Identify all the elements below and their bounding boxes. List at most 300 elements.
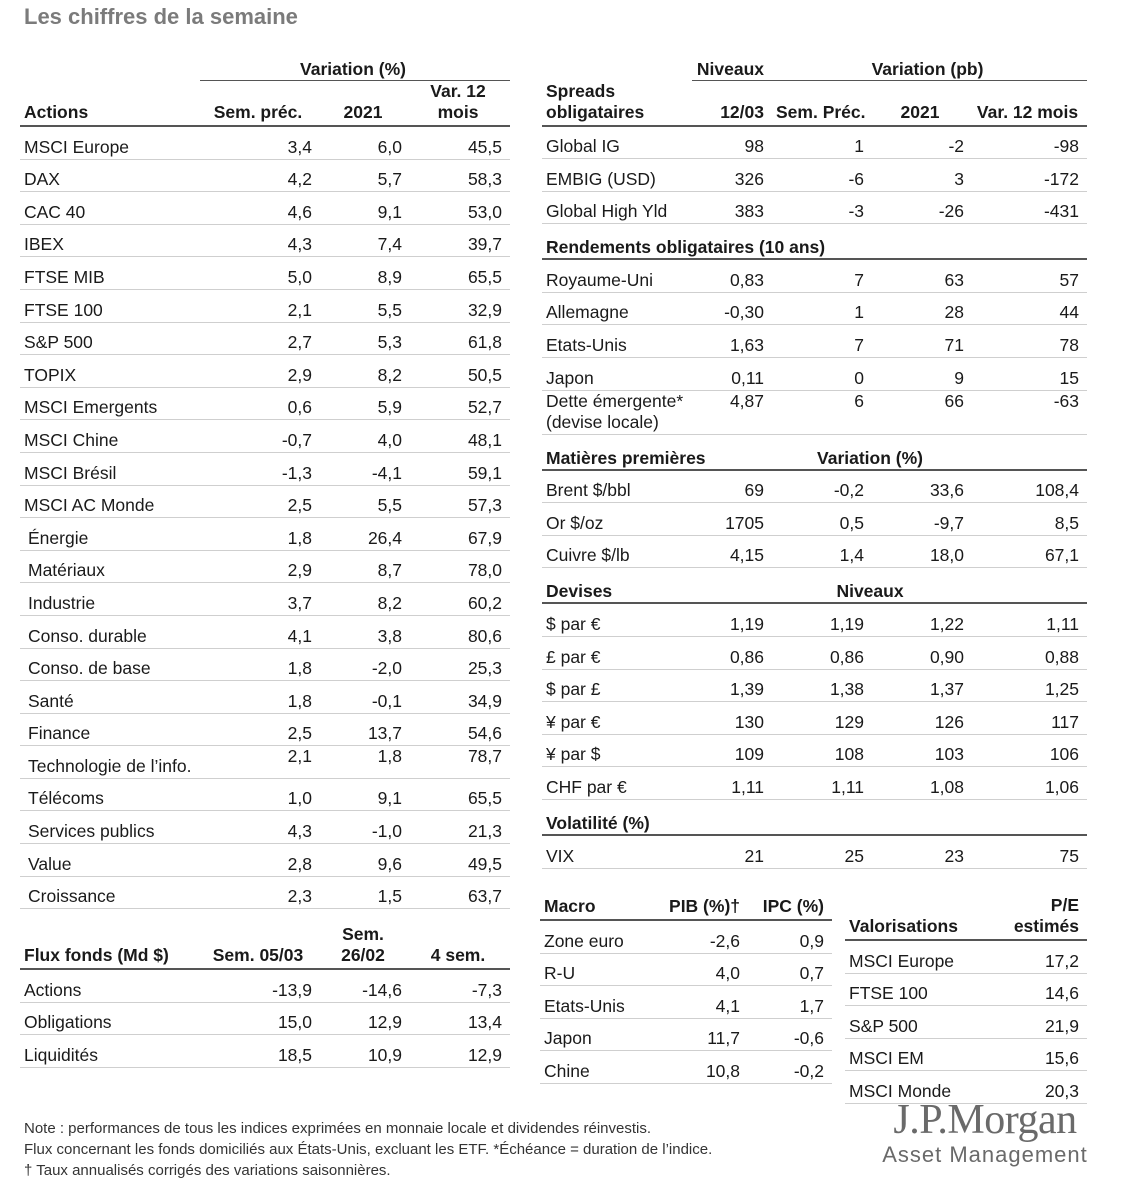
- row-value: 1,22: [872, 603, 972, 636]
- row-value: 57,3: [410, 485, 510, 518]
- row-value: 48,1: [410, 420, 510, 453]
- row-value: -9,7: [872, 503, 972, 536]
- row-value: 54,6: [410, 713, 510, 746]
- row-value: 1,63: [692, 325, 772, 358]
- row-label: CAC 40: [20, 192, 200, 225]
- row-value: 78,0: [410, 550, 510, 583]
- row-value: -14,6: [320, 969, 410, 1002]
- row-value: 0,6: [200, 387, 320, 420]
- row-value: 5,7: [320, 159, 410, 192]
- row-label: Industrie: [20, 583, 200, 616]
- row-value: -3: [772, 191, 872, 224]
- row-value: 0,5: [772, 503, 872, 536]
- row-label: Finance: [20, 713, 200, 746]
- row-value: 4,1: [200, 615, 320, 648]
- row-value: -63: [972, 390, 1087, 434]
- row-value: 129: [772, 702, 872, 735]
- row-value: -0,7: [200, 420, 320, 453]
- row-label: Matériaux: [20, 550, 200, 583]
- row-value: 2,7: [200, 322, 320, 355]
- actions-label-header: Actions: [20, 81, 200, 127]
- row-label: Actions: [20, 969, 200, 1002]
- macro-label-header: Macro: [540, 895, 650, 920]
- row-value: 9,1: [320, 192, 410, 225]
- row-value: 28: [872, 292, 972, 325]
- row-value: 1,11: [772, 767, 872, 800]
- col-header-2021: 2021: [872, 81, 972, 126]
- row-label: Brent $/bbl: [542, 470, 692, 503]
- table-row: [20, 452, 510, 485]
- row-value: 71: [872, 325, 972, 358]
- section-header-row: [542, 568, 1087, 604]
- row-label: Télécoms: [20, 778, 200, 811]
- row-value: 2,8: [200, 844, 320, 877]
- footnotes: [24, 1118, 712, 1181]
- row-value: 1: [772, 292, 872, 325]
- row-value: 8,7: [320, 550, 410, 583]
- row-value: 20,3: [995, 1071, 1087, 1104]
- row-value: 1705: [692, 503, 772, 536]
- row-label: MSCI Brésil: [20, 452, 200, 485]
- valorisations-header-row: [845, 895, 1087, 940]
- table-row: [542, 470, 1087, 503]
- row-value: 3,4: [200, 126, 320, 159]
- table-row: [20, 159, 510, 192]
- row-value: 0,90: [872, 637, 972, 670]
- table-row: [542, 835, 1087, 868]
- row-value: 117: [972, 702, 1087, 735]
- table-row: [20, 355, 510, 388]
- row-value: 65,5: [410, 778, 510, 811]
- row-value: 49,5: [410, 844, 510, 877]
- actions-variation-header: Variation (%): [200, 52, 510, 81]
- table-row: [20, 550, 510, 583]
- row-value: 32,9: [410, 289, 510, 322]
- table-row: [845, 940, 1087, 973]
- actions-header-row: [20, 81, 510, 127]
- row-value: -0,2: [748, 1051, 832, 1084]
- row-value: 103: [872, 734, 972, 767]
- row-value: 11,7: [650, 1018, 748, 1051]
- row-value: 1,0: [200, 778, 320, 811]
- table-row: [20, 518, 510, 551]
- row-label: MSCI Emergents: [20, 387, 200, 420]
- row-label: Or $/oz: [542, 503, 692, 536]
- spreads-label-header: Spreads obligataires: [542, 81, 692, 126]
- row-value: 63,7: [410, 876, 510, 909]
- table-row: [540, 1051, 832, 1084]
- empty-header: [972, 434, 1087, 470]
- empty-header: [972, 568, 1087, 604]
- row-value: 14,6: [995, 973, 1087, 1006]
- row-value: 75: [972, 835, 1087, 868]
- table-row: [845, 973, 1087, 1006]
- col-header-pib: PIB (%)†: [650, 895, 748, 920]
- row-value: 44: [972, 292, 1087, 325]
- table-row: [20, 811, 510, 844]
- row-value: 15,0: [200, 1002, 320, 1035]
- row-label: Énergie: [20, 518, 200, 551]
- row-value: 4,0: [320, 420, 410, 453]
- row-value: 1,4: [772, 535, 872, 568]
- row-value: -1,0: [320, 811, 410, 844]
- row-label: Conso. durable: [20, 615, 200, 648]
- row-label: MSCI Chine: [20, 420, 200, 453]
- col-header-sem-prec: Sem. préc.: [200, 81, 320, 127]
- row-label: DAX: [20, 159, 200, 192]
- row-label: S&P 500: [20, 322, 200, 355]
- col-header-sem-prec: Sem. Préc.: [772, 81, 872, 126]
- col-header-1203: 12/03: [692, 81, 772, 126]
- table-row: [542, 767, 1087, 800]
- row-label: Technologie de l’info.: [20, 746, 200, 779]
- row-value: 4,2: [200, 159, 320, 192]
- table-row: [20, 257, 510, 290]
- row-value: 1,37: [872, 669, 972, 702]
- row-value: -98: [972, 126, 1087, 159]
- macro-header-row: [540, 895, 832, 920]
- row-value: 2,5: [200, 485, 320, 518]
- row-value: 1,11: [972, 603, 1087, 636]
- row-label: IBEX: [20, 224, 200, 257]
- table-row: [20, 1002, 510, 1035]
- table-row: [542, 734, 1087, 767]
- row-label: MSCI Europe: [20, 126, 200, 159]
- row-value: 5,5: [320, 485, 410, 518]
- table-row: [20, 224, 510, 257]
- col-header-var-12-mois: Var. 12 mois: [972, 81, 1087, 126]
- row-label: Value: [20, 844, 200, 877]
- row-value: 0,11: [692, 358, 772, 391]
- table-row: [20, 420, 510, 453]
- row-label: $ par £: [542, 669, 692, 702]
- row-value: 15,6: [995, 1038, 1087, 1071]
- table-row: [542, 126, 1087, 159]
- table-row: [20, 387, 510, 420]
- row-value: 80,6: [410, 615, 510, 648]
- row-value: 1,8: [200, 648, 320, 681]
- row-label: MSCI Europe: [845, 940, 995, 973]
- row-value: -1,3: [200, 452, 320, 485]
- row-value: 2,9: [200, 550, 320, 583]
- matieres-header: Matières premières: [542, 434, 772, 470]
- matieres-variation-header: Variation (%): [772, 434, 972, 470]
- table-row: [542, 603, 1087, 636]
- row-value: 6,0: [320, 126, 410, 159]
- row-value: 1,08: [872, 767, 972, 800]
- row-label: Cuivre $/lb: [542, 535, 692, 568]
- table-row: [20, 746, 510, 779]
- row-label: FTSE 100: [845, 973, 995, 1006]
- table-row: [542, 259, 1087, 292]
- row-label: $ par €: [542, 603, 692, 636]
- row-value: 12,9: [320, 1002, 410, 1035]
- row-value: 0,9: [748, 920, 832, 953]
- row-label: MSCI Monde: [845, 1071, 995, 1104]
- footnote-line: Note : performances de tous les indices exprimées en monnaie locale et dividendes réinvestis.: [24, 1120, 651, 1137]
- row-value: 60,2: [410, 583, 510, 616]
- row-label: Conso. de base: [20, 648, 200, 681]
- row-value: 4,3: [200, 811, 320, 844]
- row-label: EMBIG (USD): [542, 159, 692, 192]
- row-value: 8,2: [320, 583, 410, 616]
- flux-header-row: [20, 924, 510, 969]
- row-value: -0,2: [772, 470, 872, 503]
- col-header-pe: P/E estimés: [995, 895, 1087, 940]
- row-value: 1,19: [772, 603, 872, 636]
- row-label: S&P 500: [845, 1006, 995, 1039]
- row-value: 18,0: [872, 535, 972, 568]
- row-label: FTSE 100: [20, 289, 200, 322]
- volatilite-header: Volatilité (%): [542, 800, 1087, 836]
- row-value: 0,7: [748, 953, 832, 986]
- bonds-commodities-table: [542, 52, 1087, 869]
- row-value: 1,8: [200, 518, 320, 551]
- actions-table: [20, 52, 510, 909]
- row-label: R-U: [540, 953, 650, 986]
- table-row: [20, 615, 510, 648]
- valorisations-table: [845, 895, 1087, 1104]
- row-label: £ par €: [542, 637, 692, 670]
- row-value: 7,4: [320, 224, 410, 257]
- row-value: 33,6: [872, 470, 972, 503]
- col-header-sem-0503: Sem. 05/03: [200, 924, 320, 969]
- flux-table: [20, 924, 510, 1068]
- col-header-sem-2602: Sem. 26/02: [320, 924, 410, 969]
- row-value: 10,9: [320, 1035, 410, 1068]
- row-value: -431: [972, 191, 1087, 224]
- row-value: 45,5: [410, 126, 510, 159]
- row-value: 4,1: [650, 986, 748, 1019]
- row-label: Japon: [540, 1018, 650, 1051]
- row-value: 2,3: [200, 876, 320, 909]
- table-row: [20, 713, 510, 746]
- col-header-4-sem: 4 sem.: [410, 924, 510, 969]
- row-value: 2,1: [200, 746, 320, 779]
- row-value: 59,1: [410, 452, 510, 485]
- row-value: 1: [772, 126, 872, 159]
- table-row: [20, 778, 510, 811]
- row-value: -2,6: [650, 920, 748, 953]
- table-row: [20, 322, 510, 355]
- row-label: Croissance: [20, 876, 200, 909]
- row-value: 4,0: [650, 953, 748, 986]
- row-value: -2,0: [320, 648, 410, 681]
- valorisations-label-header: Valorisations: [845, 895, 995, 940]
- row-value: 15: [972, 358, 1087, 391]
- row-value: 130: [692, 702, 772, 735]
- row-value: 69: [692, 470, 772, 503]
- macro-table: [540, 895, 832, 1084]
- row-value: -0,1: [320, 681, 410, 714]
- row-value: 25: [772, 835, 872, 868]
- table-row: [20, 681, 510, 714]
- row-value: 4,3: [200, 224, 320, 257]
- row-value: 57: [972, 259, 1087, 292]
- row-value: 18,5: [200, 1035, 320, 1068]
- logo-wordmark: J.P.Morgan: [893, 1097, 1077, 1143]
- row-value: 13,4: [410, 1002, 510, 1035]
- row-label: Zone euro: [540, 920, 650, 953]
- rendements-header: Rendements obligataires (10 ans): [542, 224, 1087, 260]
- footnote-line: † Taux annualisés corrigés des variations saisonnières.: [24, 1162, 391, 1179]
- table-row: [542, 325, 1087, 358]
- row-value: 1,5: [320, 876, 410, 909]
- row-label: ¥ par €: [542, 702, 692, 735]
- row-value: 4,6: [200, 192, 320, 225]
- row-label: Services publics: [20, 811, 200, 844]
- row-value: 10,8: [650, 1051, 748, 1084]
- row-value: 5,0: [200, 257, 320, 290]
- row-value: 3: [872, 159, 972, 192]
- row-value: 53,0: [410, 192, 510, 225]
- row-value: 1,11: [692, 767, 772, 800]
- table-row: [542, 292, 1087, 325]
- row-label: Etats-Unis: [540, 986, 650, 1019]
- row-value: 0,83: [692, 259, 772, 292]
- row-value: 23: [872, 835, 972, 868]
- row-value: 58,3: [410, 159, 510, 192]
- row-value: 66: [872, 390, 972, 434]
- row-value: 63: [872, 259, 972, 292]
- row-value: 1,39: [692, 669, 772, 702]
- row-value: 1,06: [972, 767, 1087, 800]
- row-value: 9,1: [320, 778, 410, 811]
- table-row: [845, 1006, 1087, 1039]
- row-value: -2: [872, 126, 972, 159]
- row-value: 8,2: [320, 355, 410, 388]
- jpmorgan-logo: [860, 1098, 1110, 1168]
- row-value: 8,5: [972, 503, 1087, 536]
- row-label: ¥ par $: [542, 734, 692, 767]
- table-row: [542, 702, 1087, 735]
- col-header-ipc: IPC (%): [748, 895, 832, 920]
- table-row: [845, 1038, 1087, 1071]
- row-label: Etats-Unis: [542, 325, 692, 358]
- row-value: -0,6: [748, 1018, 832, 1051]
- table-row: [20, 844, 510, 877]
- footnote-line: Flux concernant les fonds domiciliés aux États-Unis, excluant les ETF. *Échéance = duration de l’indice.: [24, 1141, 713, 1158]
- row-value: 25,3: [410, 648, 510, 681]
- table-row: [542, 503, 1087, 536]
- row-value: 106: [972, 734, 1087, 767]
- table-row: [20, 289, 510, 322]
- table-row: [542, 637, 1087, 670]
- table-row: [542, 159, 1087, 192]
- row-value: 5,5: [320, 289, 410, 322]
- row-label: Global IG: [542, 126, 692, 159]
- devises-header: Devises: [542, 568, 772, 604]
- row-label: MSCI AC Monde: [20, 485, 200, 518]
- row-value: 126: [872, 702, 972, 735]
- row-label: TOPIX: [20, 355, 200, 388]
- row-value: 0,86: [772, 637, 872, 670]
- row-value: 39,7: [410, 224, 510, 257]
- row-value: 26,4: [320, 518, 410, 551]
- row-value: -0,30: [692, 292, 772, 325]
- row-value: 326: [692, 159, 772, 192]
- table-row: [542, 669, 1087, 702]
- table-row: [542, 535, 1087, 568]
- table-row: [20, 648, 510, 681]
- row-value: 50,5: [410, 355, 510, 388]
- row-value: -13,9: [200, 969, 320, 1002]
- row-value: 98: [692, 126, 772, 159]
- row-value: 108: [772, 734, 872, 767]
- row-label: Liquidités: [20, 1035, 200, 1068]
- row-value: 78,7: [410, 746, 510, 779]
- table-row: [540, 1018, 832, 1051]
- table-row: [540, 953, 832, 986]
- row-value: -4,1: [320, 452, 410, 485]
- row-value: 65,5: [410, 257, 510, 290]
- row-label: Dette émergente* (devise locale): [542, 390, 692, 434]
- row-value: 7: [772, 325, 872, 358]
- row-value: 21,3: [410, 811, 510, 844]
- col-header-2021: 2021: [320, 81, 410, 127]
- row-value: 108,4: [972, 470, 1087, 503]
- logo-subtitle: Asset Management: [882, 1142, 1088, 1167]
- table-row: [20, 969, 510, 1002]
- spreads-niveaux-header: Niveaux: [692, 52, 772, 81]
- row-value: 109: [692, 734, 772, 767]
- row-value: 5,3: [320, 322, 410, 355]
- table-row: [20, 583, 510, 616]
- row-value: 2,5: [200, 713, 320, 746]
- devises-niveaux-header: Niveaux: [772, 568, 972, 604]
- table-row: [20, 1035, 510, 1068]
- row-value: 1,8: [320, 746, 410, 779]
- section-header-row: [542, 800, 1087, 836]
- row-value: 1,38: [772, 669, 872, 702]
- page-title: Les chiffres de la semaine: [24, 4, 298, 29]
- row-value: 1,7: [748, 986, 832, 1019]
- section-header-row: [542, 434, 1087, 470]
- row-value: 78: [972, 325, 1087, 358]
- row-value: 12,9: [410, 1035, 510, 1068]
- row-value: 3,7: [200, 583, 320, 616]
- row-value: 52,7: [410, 387, 510, 420]
- table-row: [542, 191, 1087, 224]
- row-value: 5,9: [320, 387, 410, 420]
- table-row: [20, 192, 510, 225]
- row-value: 0: [772, 358, 872, 391]
- table-row: [20, 126, 510, 159]
- row-label: Obligations: [20, 1002, 200, 1035]
- row-label: Santé: [20, 681, 200, 714]
- row-value: 3,8: [320, 615, 410, 648]
- row-value: -26: [872, 191, 972, 224]
- row-value: 67,9: [410, 518, 510, 551]
- table-row: [20, 876, 510, 909]
- row-value: -172: [972, 159, 1087, 192]
- section-header-row: [542, 224, 1087, 260]
- row-value: 1,19: [692, 603, 772, 636]
- row-value: 0,86: [692, 637, 772, 670]
- table-row: [540, 986, 832, 1019]
- spreads-header-row: [542, 81, 1087, 126]
- spreads-variation-header: Variation (pb): [772, 52, 1087, 81]
- row-label: Global High Yld: [542, 191, 692, 224]
- row-value: -6: [772, 159, 872, 192]
- row-value: 61,8: [410, 322, 510, 355]
- row-value: 34,9: [410, 681, 510, 714]
- row-value: 2,9: [200, 355, 320, 388]
- row-value: 67,1: [972, 535, 1087, 568]
- table-row: [542, 358, 1087, 391]
- row-label: Japon: [542, 358, 692, 391]
- row-label: Chine: [540, 1051, 650, 1084]
